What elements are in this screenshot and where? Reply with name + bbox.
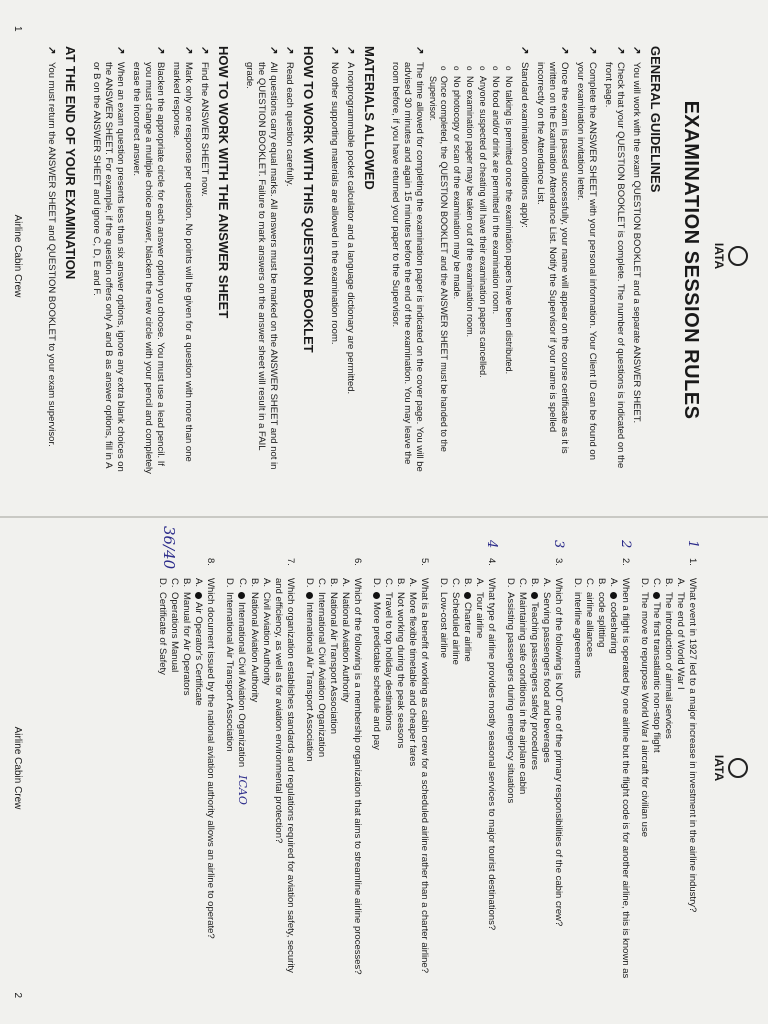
page-footer [12, 512, 23, 1024]
answer-option [394, 578, 406, 986]
page-number: 2 [12, 992, 23, 998]
option-letter: D. [438, 578, 449, 588]
question-item [223, 558, 296, 986]
option-text: National Aviation Authority [340, 592, 351, 703]
option-text: Maintaining safe conditions in the airplane cabin [517, 592, 528, 795]
question-item [437, 540, 499, 986]
answer-sheet-heading: HOW TO WORK WITH THE ANSWER SHEET [216, 46, 231, 319]
material-item: ↗ A nonprogrammable pocket calculator and a language dictionary are permitted. [344, 46, 356, 474]
option-text: Manual for Air Operators [181, 592, 192, 696]
iata-logo: IATA [712, 748, 748, 788]
answer-option [260, 578, 272, 986]
option-letter: D. [371, 578, 382, 588]
option-text: Low-cost airline [438, 592, 449, 658]
option-letter: A. [193, 578, 204, 587]
answer-option [303, 578, 315, 986]
option-text: International Civil Aviation Organization [316, 592, 327, 758]
option-letter: B. [529, 578, 540, 587]
option-text: International Air Transport Association [304, 602, 315, 762]
answer-option [192, 578, 204, 986]
answer-option [516, 578, 528, 986]
question-text: Which organization establishes standards and regulations required for aviation safety, security and efficiency, as well as for aviation environmental protection? [273, 578, 296, 973]
option-text: Charter airline [462, 602, 473, 662]
option-text: International Air Transport Association [224, 592, 235, 752]
option-text: airline alliances [584, 592, 595, 657]
option-letter: D. [157, 578, 168, 588]
question-number: 3. [553, 558, 564, 566]
question-text: Which of the following is NOT one of the primary responsibilities of the cabin crew? [553, 578, 564, 927]
answer-option [235, 578, 248, 986]
option-text: codesharing [608, 602, 619, 654]
answer-option [504, 578, 516, 986]
option-letter: A. [474, 578, 485, 587]
option-text: National Aviation Authority [249, 592, 260, 703]
answer-option [382, 578, 394, 986]
question-text: When a flight is operated by one airline but the flight code is for another airline, this is known as [620, 578, 631, 979]
materials-heading: MATERIALS ALLOWED [362, 46, 377, 190]
guideline: ↗ Complete the ANSWER SHEET with your personal information. Your Client ID can be found on your examination invitation letter. [574, 46, 598, 474]
option-text: More predictable schedule and pay [371, 602, 382, 750]
answer-option [650, 578, 662, 986]
option-letter: C. [316, 578, 327, 588]
option-letter: C. [450, 578, 461, 588]
question-number: 5. [419, 558, 430, 566]
option-letter: B. [462, 578, 473, 587]
answer-option [248, 578, 260, 986]
option-letter: A. [261, 578, 272, 587]
option-text: Travel to top holiday destinations [383, 592, 394, 731]
question-number: 1. [687, 558, 698, 566]
selected-answer-dot-icon [531, 592, 538, 599]
option-text: The introduction of airmail services [663, 592, 674, 739]
guideline: ↗ Once the exam is passed successfully, your name will appear on the course certificate as it is written on the Examination Attendance List. Notify the Supervisor if your name is spelled incorrectly on the Attendance List. [534, 46, 570, 474]
condition-item: o No talking is permitted once the examination papers have been distributed. [503, 46, 514, 474]
answer-option [461, 578, 473, 986]
question-item [638, 540, 700, 986]
iata-globe-icon [728, 758, 748, 778]
question-text: Which of the following is a membership organization that aims to streamline airline processes? [352, 578, 363, 975]
page-2-sheet [0, 512, 768, 1024]
booklet-item: ↗ All questions carry equal marks. All answers must be marked on the ANSWER SHEET and not in the QUESTION BOOKLET. Failure to mark answers on the answer sheet will result in a FAIL grade. [243, 46, 279, 474]
option-text: Tour airline [474, 592, 485, 639]
end-heading: AT THE END OF YOUR EXAMINATION [63, 46, 78, 280]
handwritten-mark: 3 [551, 540, 566, 549]
question-item [156, 558, 216, 986]
option-letter: B. [249, 578, 260, 587]
option-letter: C. [237, 578, 248, 588]
answer-option [449, 578, 461, 986]
iata-logo: IATA [712, 236, 748, 276]
selected-answer-dot-icon [238, 592, 245, 599]
option-text: code splitting [596, 592, 607, 648]
option-letter: A. [675, 578, 686, 587]
answer-option [315, 578, 327, 986]
option-text: Certificate of Safety [157, 592, 168, 675]
iata-globe-icon [728, 246, 748, 266]
condition-item: o No food and/or drink are permitted in the examination room. [490, 46, 501, 474]
guideline: ↗ You will work with the exam QUESTION BOOKLET and a separate ANSWER SHEET. [630, 46, 642, 474]
answer-option [473, 578, 485, 986]
option-letter: B. [596, 578, 607, 587]
option-text: Serving passengers food and beverages [541, 592, 552, 763]
page-footer [12, 0, 23, 512]
guideline: ↗ Check that your QUESTION BOOKLET is complete. The number of questions is indicated on the front page. [602, 46, 626, 474]
answer-option [437, 578, 449, 986]
condition-item: o No examination paper may be taken out of the examination room. [464, 46, 475, 474]
answer-option [528, 578, 540, 986]
booklet-item: ↗ Read each question carefully. [283, 46, 295, 474]
condition-item: o Once completed, the QUESTION BOOKLET and the ANSWER SHEET must be handed to the Supervisor. [427, 46, 449, 474]
option-letter: B. [395, 578, 406, 587]
selected-answer-dot-icon [653, 592, 660, 599]
handwritten-mark: 2 [618, 540, 633, 549]
question-item [370, 558, 430, 986]
option-text: Civil Aviation Authority [261, 592, 272, 686]
answer-sheet-item: ↗ When an exam question presents less than six answer options, ignore any extra blank choices on the ANSWER SHEET. For example, if the question offers only A and B as answer options, fill in A or B on the ANSWER SHEET and ignore C, D, E and F. [90, 46, 126, 474]
answer-option [370, 578, 382, 986]
material-item: ↗ No other supporting materials are allowed in the examination room. [328, 46, 340, 474]
question-number: 7. [285, 558, 296, 566]
answer-option [583, 578, 595, 986]
answer-option [571, 578, 583, 986]
answer-sheet-item: ↗ Mark only one response per question. No points will be given for a question with more than one marked response. [170, 46, 194, 474]
option-text: Air Operator's Certificate [193, 602, 204, 706]
option-text: National Air Transport Association [328, 592, 339, 735]
selected-answer-dot-icon [610, 592, 617, 599]
option-text: The end of World War I [675, 592, 686, 690]
handwritten-annotation: ICAO [236, 775, 249, 805]
option-letter: D. [224, 578, 235, 588]
end-text: ↗ You must return the ANSWER SHEET and QUESTION BOOKLET to your exam supervisor. [45, 46, 57, 474]
answer-option [662, 578, 674, 986]
option-letter: B. [181, 578, 192, 587]
general-heading: GENERAL GUIDELINES [648, 46, 663, 193]
page-title: EXAMINATION SESSION RULES [680, 100, 702, 420]
question-text: What event in 1927 led to a major increase in investment in the airline industry? [687, 578, 698, 913]
option-letter: C. [651, 578, 662, 588]
answer-option [595, 578, 607, 986]
option-text: interline agreements [572, 592, 583, 679]
option-letter: D. [505, 578, 516, 588]
answer-option [406, 578, 418, 986]
option-text: The first transatlantic non-stop flight [651, 602, 662, 753]
handwritten-mark: 4 [484, 540, 499, 549]
option-text: Teaching passengers safety procedures [529, 602, 540, 770]
condition-item: o Anyone suspected of cheating will have their examination papers cancelled. [477, 46, 488, 474]
selected-answer-dot-icon [464, 592, 471, 599]
question-item [504, 540, 566, 986]
option-letter: C. [584, 578, 595, 588]
option-text: The move to repurpose World War I aircraft for civilian use [639, 592, 650, 837]
answer-option [180, 578, 192, 986]
question-item [303, 558, 363, 986]
question-number: 6. [352, 558, 363, 566]
answer-option [223, 578, 235, 986]
condition-item: o No photocopy or scan of the examination may be made. [451, 46, 462, 474]
answer-sheet-item: ↗ Find the ANSWER SHEET now. [198, 46, 210, 474]
option-letter: C. [169, 578, 180, 588]
question-number: 2. [620, 558, 631, 566]
answer-sheet-item: ↗ Blacken the appropriate circle for each answer option you choose. You must use a lead pencil. If you must change a multiple choice answer, blacken the new circle with your pencil and completely erase the incorrect answer. [130, 46, 166, 474]
option-letter: C. [383, 578, 394, 588]
answer-option [674, 578, 686, 986]
option-text: Operations Manual [169, 592, 180, 673]
option-text: Scheduled airline [450, 592, 461, 665]
option-letter: D. [572, 578, 583, 588]
selected-answer-dot-icon [195, 592, 202, 599]
question-text: Which document issued by the national aviation authority allows an airline to operate? [205, 578, 216, 939]
option-letter: A. [340, 578, 351, 587]
question-number: 4. [486, 558, 497, 566]
question-number: 8. [205, 558, 216, 566]
option-text: International Civil Aviation Organization [236, 602, 247, 768]
selected-answer-dot-icon [373, 592, 380, 599]
option-letter: B. [328, 578, 339, 587]
booklet-heading: HOW TO WORK WITH THIS QUESTION BOOKLET [301, 46, 316, 353]
option-text: Not working during the peak seasons [395, 592, 406, 749]
page-number: 1 [12, 26, 23, 32]
option-letter: A. [407, 578, 418, 587]
option-letter: A. [608, 578, 619, 587]
answer-option [327, 578, 339, 986]
question-text: What type of airline provides mostly seasonal services to major tourist destinations? [486, 578, 497, 931]
option-letter: B. [663, 578, 674, 587]
guideline: ↗ Standard examination conditions apply: [518, 46, 530, 474]
option-text: More flexible timetable and cheaper fares [407, 592, 418, 767]
answer-option [339, 578, 351, 986]
selected-answer-dot-icon [306, 592, 313, 599]
answer-option [540, 578, 552, 986]
question-item [571, 540, 633, 986]
option-letter: D. [304, 578, 315, 588]
answer-option [638, 578, 650, 986]
answer-option [607, 578, 619, 986]
question-text: What is a benefit of working as cabin crew for a scheduled airline rather than a charter airline? [419, 578, 430, 973]
handwritten-mark: 1 [685, 540, 700, 549]
time-note: ↗ The time allowed for completing the examination paper is indicated on the cover page. You will be advised 30 minutes and again 15 minutes before the end of the examination. You may leave the room before, if you have returned your paper to the Supervisor. [389, 46, 425, 474]
answer-option [156, 578, 168, 986]
footer-title: Airline Cabin Crew [12, 214, 23, 298]
option-letter: D. [639, 578, 650, 588]
page-2 [0, 512, 768, 1024]
option-letter: C. [517, 578, 528, 588]
option-letter: A. [541, 578, 552, 587]
answer-option [168, 578, 180, 986]
option-text: Assisting passengers during emergency situations [505, 592, 516, 804]
footer-title: Airline Cabin Crew [12, 726, 23, 810]
handwritten-score: 36/40 [160, 526, 178, 570]
